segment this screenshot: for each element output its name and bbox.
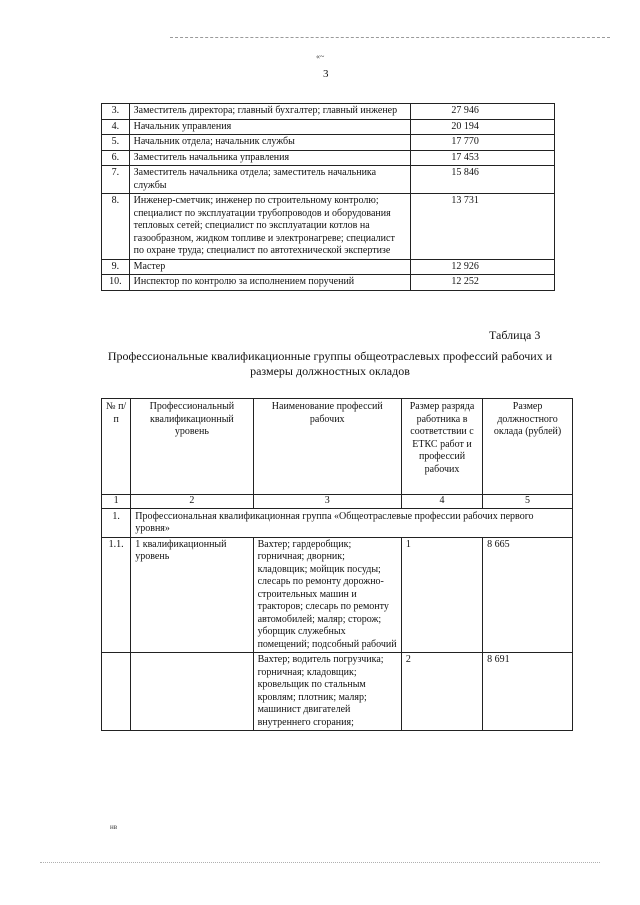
table-caption: Таблица 3	[489, 328, 541, 342]
group-title: Профессиональная квалификационная группа «Общеотраслевые профессии рабочих первого уровня»	[131, 508, 573, 537]
position-title: Заместитель начальника управления	[129, 150, 411, 166]
salary-table-continuation	[101, 103, 555, 291]
row-number: 5.	[102, 135, 130, 151]
row-number: 9.	[102, 259, 130, 275]
col-number: 1	[102, 495, 131, 509]
position-title: Инспектор по контролю за исполнением поручений	[129, 275, 411, 291]
table-row	[102, 259, 555, 275]
position-title: Мастер	[129, 259, 411, 275]
col-number: 2	[131, 495, 253, 509]
table-heading: Профессиональные квалификационные группы общеотраслевых профессий рабочих и размеры должностных окладов	[107, 349, 553, 378]
col-header-number: № п/п	[102, 399, 131, 495]
table-row	[102, 104, 555, 120]
qualification-level: 1 квалификационный уровень	[131, 537, 253, 653]
col-header-salary: Размер должностного оклада (рублей)	[483, 399, 573, 495]
col-header-level: Профессиональный квалификационный уровень	[131, 399, 253, 495]
table-row	[102, 119, 555, 135]
salary-value: 12 926	[411, 259, 555, 275]
qualification-level	[131, 653, 253, 731]
position-title: Начальник отдела; начальник службы	[129, 135, 411, 151]
position-title: Заместитель начальника отдела; заместитель начальника службы	[129, 166, 411, 194]
position-title: Начальник управления	[129, 119, 411, 135]
salary-value: 27 946	[411, 104, 555, 120]
salary-value: 12 252	[411, 275, 555, 291]
row-number: 3.	[102, 104, 130, 120]
scan-artifact-footer-line	[40, 862, 600, 863]
row-number: 4.	[102, 119, 130, 135]
grade-value: 2	[401, 653, 482, 731]
page-number: 3	[323, 68, 329, 80]
table-row	[102, 194, 555, 260]
position-title: Инженер-сметчик; инженер по строительному контролю; специалист по эксплуатации трубопроводов и оборудования тепловых сетей; специалист по эксплуатации котлов на газообразном, жидком топливе и электронагреве; специалист по охране труда; специалист по автотехнической экспертизе	[129, 194, 411, 260]
professions-list: Вахтер; водитель погрузчика; горничная; кладовщик; кровельщик по стальным кровлям; плотник; маляр; машинист двигателей внутреннего сгорания;	[253, 653, 401, 731]
salary-value: 8 691	[483, 653, 573, 731]
row-number: 7.	[102, 166, 130, 194]
scan-artifact-line	[170, 37, 610, 38]
row-number	[102, 653, 131, 731]
table-row	[102, 653, 573, 731]
table-row	[102, 135, 555, 151]
grade-value: 1	[401, 537, 482, 653]
position-title: Заместитель директора; главный бухгалтер; главный инженер	[129, 104, 411, 120]
header-row	[102, 399, 573, 495]
table-row	[102, 166, 555, 194]
col-header-grade: Размер разряда работника в соответствии с ЕТКС работ и профессий рабочих	[401, 399, 482, 495]
col-header-professions: Наименование профессий рабочих	[253, 399, 401, 495]
salary-value: 13 731	[411, 194, 555, 260]
salary-value: 15 846	[411, 166, 555, 194]
row-number: 6.	[102, 150, 130, 166]
table-row	[102, 150, 555, 166]
col-number: 5	[483, 495, 573, 509]
row-number: 1.1.	[102, 537, 131, 653]
salary-value: 20 194	[411, 119, 555, 135]
col-number: 4	[401, 495, 482, 509]
row-number: 8.	[102, 194, 130, 260]
group-row	[102, 508, 573, 537]
group-number: 1.	[102, 508, 131, 537]
row-number: 10.	[102, 275, 130, 291]
salary-value: 17 770	[411, 135, 555, 151]
footer-mark: нв	[110, 823, 118, 831]
qualification-groups-table	[101, 398, 573, 731]
salary-value: 17 453	[411, 150, 555, 166]
professions-list: Вахтер; гардеробщик; горничная; дворник; кладовщик; мойщик посуды; слесарь по ремонту дорожно-строительных машин и тракторов; слесарь по ремонту автомобилей; маляр; сторож; уборщик служебных помещений; подсобный рабочий	[253, 537, 401, 653]
top-mark: «~	[316, 52, 325, 61]
column-number-row	[102, 495, 573, 509]
col-number: 3	[253, 495, 401, 509]
salary-value: 8 665	[483, 537, 573, 653]
table-row	[102, 537, 573, 653]
table-row	[102, 275, 555, 291]
